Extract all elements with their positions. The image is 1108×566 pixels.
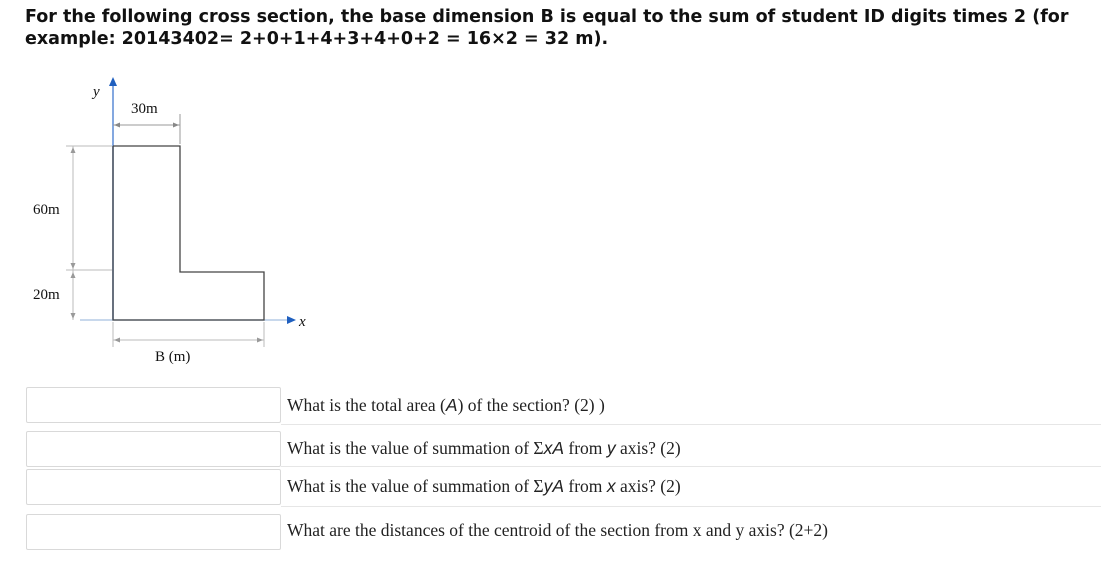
dim-bottom-arrow-right: [257, 338, 263, 343]
question-sum-ya: What is the value of summation of ΣyA from x axis? (2): [287, 476, 681, 496]
dim-left-arrow-4: [71, 313, 76, 319]
answer-box-area[interactable]: [26, 387, 281, 423]
dim-top-arrow-left: [114, 123, 120, 128]
dim-left-arrow-2: [71, 263, 76, 269]
dim-left-arrow-1: [71, 147, 76, 153]
ya-symbol: yA: [543, 476, 565, 496]
l-section-outline: [113, 146, 264, 320]
y-axis-label: y: [93, 84, 100, 100]
dim-top-label: 30m: [131, 101, 158, 117]
x-axis-label: x: [299, 314, 306, 330]
dim-left-upper-label: 60m: [33, 202, 60, 218]
row-divider: [281, 466, 1101, 467]
row-divider: [281, 424, 1101, 425]
answer-box-sum-ya[interactable]: [26, 469, 281, 505]
x-symbol: x: [606, 476, 616, 496]
question-centroid: What are the distances of the centroid of the section from x and y axis? (2+2): [287, 520, 828, 540]
dim-top-arrow-right: [173, 123, 179, 128]
dim-left-lower-label: 20m: [33, 287, 60, 303]
question-sum-xa: What is the value of summation of ΣxA from y axis? (2): [287, 438, 681, 458]
y-symbol: y: [606, 438, 616, 458]
question-total-area: What is the total area (A) of the section? (2) ): [287, 395, 605, 415]
dim-bottom-label: B (m): [155, 349, 191, 365]
dim-left-arrow-3: [71, 272, 76, 278]
dim-bottom-arrow-left: [114, 338, 120, 343]
xa-symbol: xA: [543, 438, 565, 458]
x-axis-arrow: [287, 316, 296, 324]
answer-box-sum-xa[interactable]: [26, 431, 281, 467]
y-axis-arrow: [109, 77, 117, 86]
problem-line-1: For the following cross section, the base dimension B is equal to the sum of student ID digits times 2 (for: [25, 7, 1069, 27]
problem-line-2: example: 20143402= 2+0+1+4+3+4+0+2 = 16×2 = 32 m).: [25, 29, 609, 49]
row-divider: [281, 506, 1101, 507]
area-symbol: A: [445, 395, 458, 415]
answer-box-centroid[interactable]: [26, 514, 281, 550]
